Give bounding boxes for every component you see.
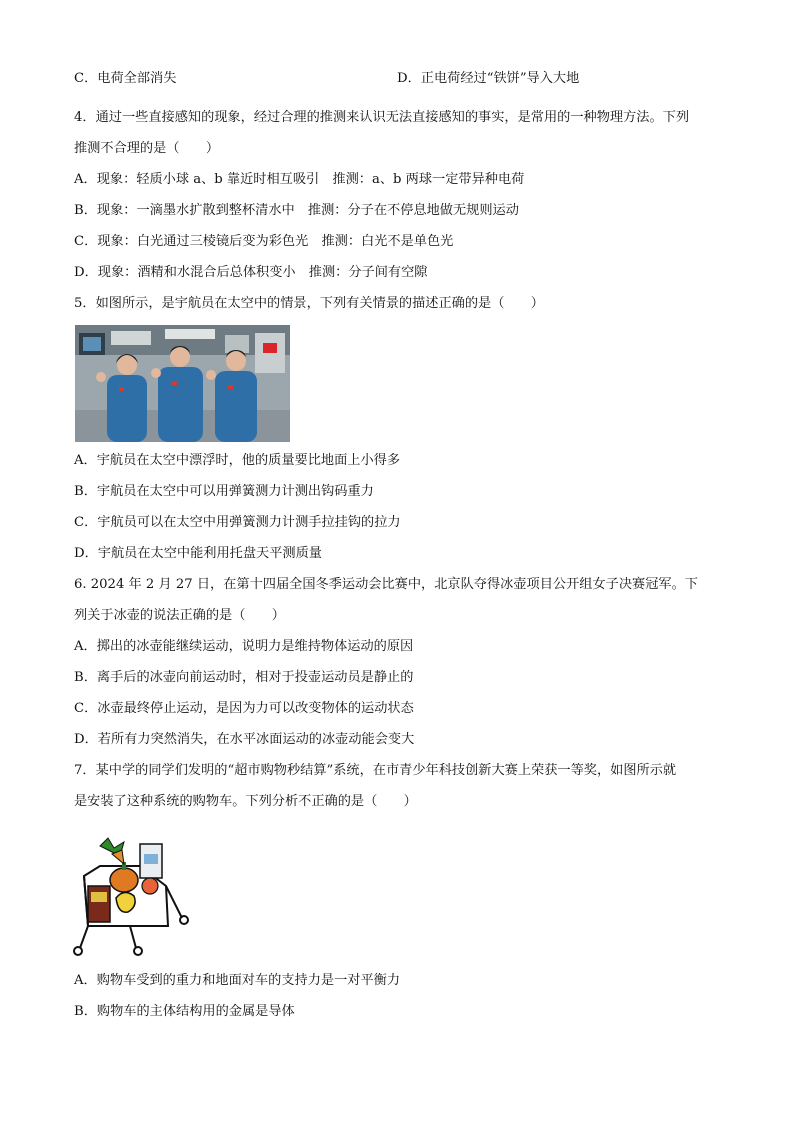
q5-option-b: B．宇航员在太空中可以用弹簧测力计测出钩码重力 — [74, 484, 374, 499]
q6-option-a: A．掷出的冰壶能继续运动，说明力是维持物体运动的原因 — [74, 639, 414, 654]
q6-stem-line2: 列关于冰壶的说法正确的是（ ） — [74, 608, 285, 623]
q7-option-a: A．购物车受到的重力和地面对车的支持力是一对平衡力 — [74, 973, 401, 988]
q4-stem-line2: 推测不合理的是（ ） — [74, 141, 220, 156]
q6-option-d: D．若所有力突然消失，在水平冰面运动的冰壶动能会变大 — [74, 732, 415, 747]
q3-option-d: D．正电荷经过“铁饼”导入大地 — [397, 71, 580, 86]
q6-option-c: C．冰壶最终停止运动，是因为力可以改变物体的运动状态 — [74, 701, 414, 716]
q4-stem-line1: 4．通过一些直接感知的现象，经过合理的推测来认识无法直接感知的事实，是常用的一种物理方法。下列 — [74, 110, 690, 125]
q7-option-b: B．购物车的主体结构用的金属是导体 — [74, 1004, 295, 1019]
q7-stem-line2: 是安装了这种系统的购物车。下列分析不正确的是（ ） — [74, 794, 417, 809]
q6-option-b: B．离手后的冰壶向前运动时，相对于投壶运动员是静止的 — [74, 670, 414, 685]
q4-option-b: B．现象：一滴墨水扩散到整杯清水中 推测：分子在不停息地做无规则运动 — [74, 203, 519, 218]
astronauts-photo — [75, 325, 290, 442]
q5-option-a: A．宇航员在太空中漂浮时，他的质量要比地面上小得多 — [74, 453, 401, 468]
q4-option-c: C．现象：白光通过三棱镜后变为彩色光 推测：白光不是单色光 — [74, 234, 454, 249]
q4-option-a: A．现象：轻质小球 a、b 靠近时相互吸引 推测：a、b 两球一定带异种电荷 — [74, 172, 525, 187]
q4-option-d: D．现象：酒精和水混合后总体积变小 推测：分子间有空隙 — [74, 265, 428, 280]
q7-stem-line1: 7．某中学的同学们发明的“超市购物秒结算”系统，在市青少年科技创新大赛上荣获一等奖，如图所示就 — [74, 763, 677, 778]
q5-option-c: C．宇航员可以在太空中用弹簧测力计测手拉挂钩的拉力 — [74, 515, 401, 530]
q5-option-d: D．宇航员在太空中能利用托盘天平测质量 — [74, 546, 322, 561]
q5-stem: 5．如图所示，是宇航员在太空中的情景，下列有关情景的描述正确的是（ ） — [74, 296, 544, 311]
shopping-cart-figure — [70, 826, 192, 958]
q3-option-c: C．电荷全部消失 — [74, 71, 177, 86]
q6-stem-line1: 6. 2024 年 2 月 27 日，在第十四届全国冬季运动会比赛中，北京队夺得冰壶项目公开组女子决赛冠军。下 — [74, 577, 698, 592]
